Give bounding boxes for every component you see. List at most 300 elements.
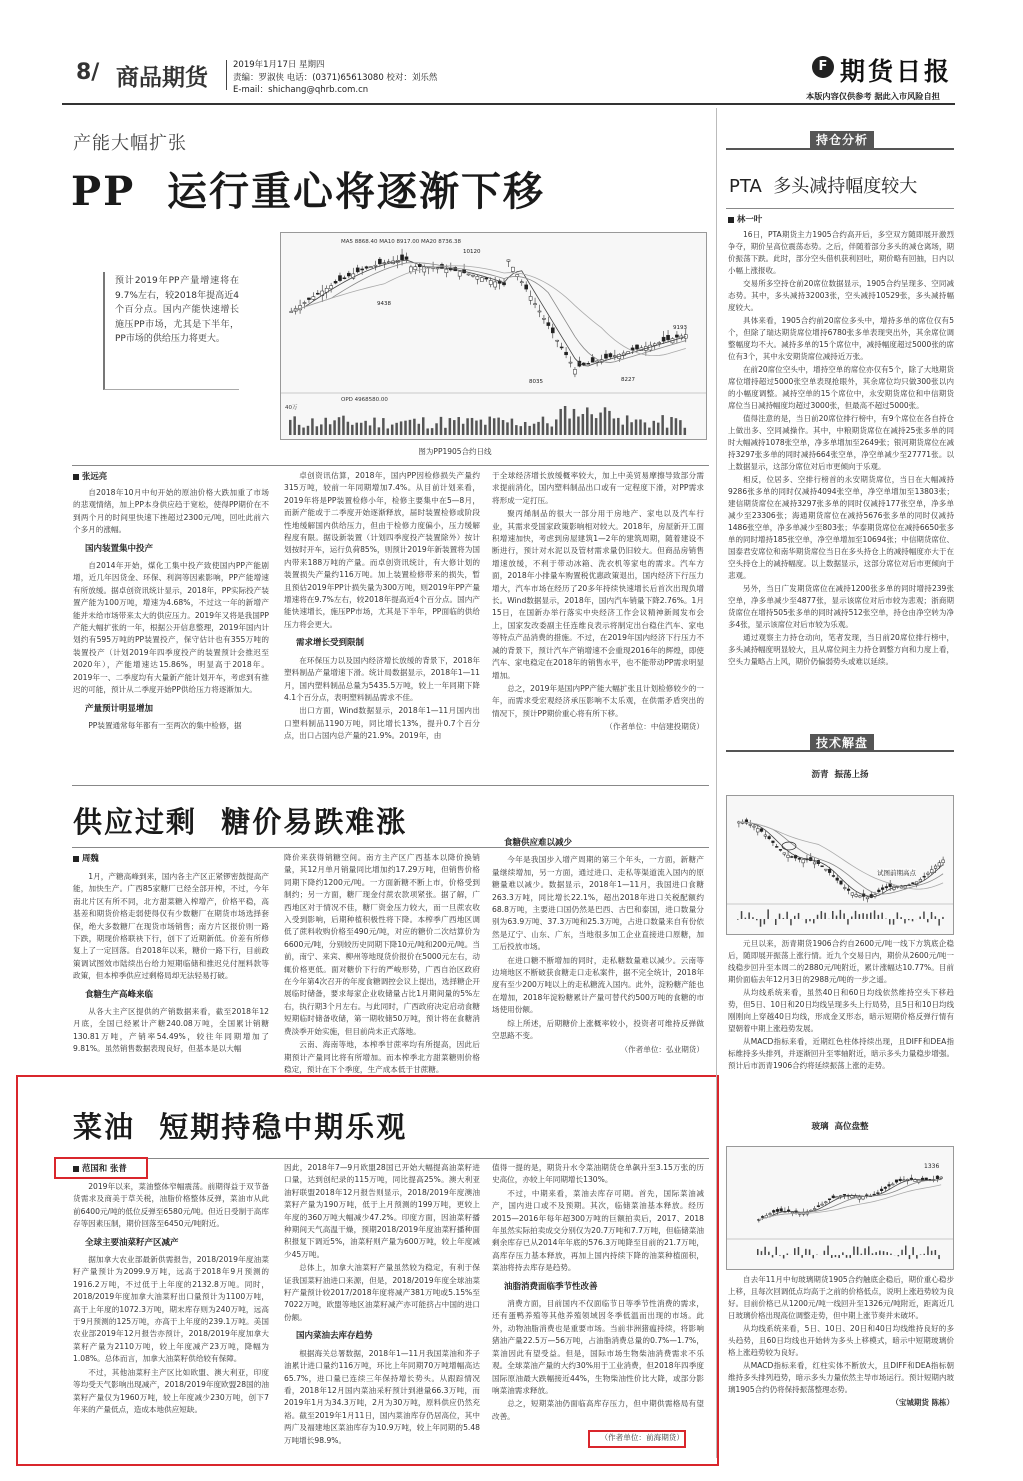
pp-column-rule	[72, 465, 709, 466]
candle-body	[547, 323, 550, 326]
candle-body	[942, 860, 945, 863]
candle-body	[409, 267, 412, 272]
macd-bar	[813, 919, 815, 923]
candle-body	[494, 282, 497, 287]
volume-bar	[324, 418, 327, 435]
candle-body	[934, 866, 937, 868]
volume-bar	[422, 417, 425, 435]
candle-body	[520, 282, 523, 283]
disclaimer: 本版内容仅供参考 据此入市风险自担	[806, 91, 940, 101]
macd-bar	[761, 1251, 763, 1255]
macd-bar	[801, 1255, 803, 1258]
volume-bar	[515, 425, 518, 435]
macd-bar	[824, 1251, 826, 1255]
macd-bar	[779, 1255, 781, 1256]
sugar-subhead: 食糖供应难以减少	[504, 838, 573, 848]
pp-paragraph: 聚丙烯制品的很大一部分用于房地产、家电以及汽车行业，其需求受国家政策影响相对较大。2018年，房屋新开工面积增速加快，考虑到房屋建筑1—2年的建筑周期，随着建设不断进行，预计对水泥以及管材需求量仍旧较大。但商品房销售增速放缓，不利于带动冰箱、洗衣机等家电的需求。汽车方面，2018年小排量车购置税优惠政策退出，国内经济下行压力增大，汽车市场在经历了20多年持续快速增长后首次出现负增长。Wind数据显示，2018年，国内汽车销量下降2.76%。1月15日，在国新办举行落实中央经济工作会议精神新闻发布会上，国家发改委副主任连维良表示将制定出台稳住汽车、家电等特点产品消费的措施。不过，在2019年国内经济下行压力不减的背景下，预计汽车产销增速不会重现2016年的辉煌，即使汽车、家电稳定在2018年的销售水平，也不能带动PP需求明显增加。	[492, 509, 704, 680]
candle-body	[596, 361, 599, 362]
candle-body	[873, 1194, 876, 1195]
candle-body	[828, 1199, 831, 1200]
pp-chart-svg	[281, 233, 706, 439]
candle-body	[556, 340, 559, 341]
rapeseed-paragraph: 不过，中期来看，菜油去库存可期。首先，国际菜油减产，国内进口或不及预期。其次，临储菜油基本释放。经历2015—2016年每年超300万吨的巨额拍卖后，2017、2018年虽然实际拍卖成交分别仅为20.7万吨和7.7万吨，但临储菜油剩余库存已从2014年年底的576.3万吨降至目前的21.7万吨，高库存压力基本释放，再加上国内持续下降的油菜种植面积，菜油将持去库存是趋势。	[492, 1188, 704, 1273]
macd-bar	[883, 1251, 885, 1255]
pp-subhead: 产量预计明显增加	[85, 703, 154, 714]
volume-bar	[360, 423, 363, 435]
macd-bar	[798, 1247, 800, 1255]
macd-bar	[760, 919, 762, 927]
macd-bar	[904, 919, 906, 923]
price-label: 8035	[529, 379, 543, 385]
macd-bar	[836, 916, 838, 919]
volume-bar	[577, 417, 580, 435]
rapeseed-paragraph: 因此，2018年7—9月欧盟28国已开始大幅提高油菜籽进口量，达到创纪录的115万吨，同比提高25%。澳大利亚油籽联盟2018年12月报告则显示，2018/2019年度澳油菜籽产量为190万吨，低于上月预测的199万吨，更较上年度的360万吨大幅减少47.2%。印度方面，因油菜籽播种期间天气高温干燥，预期2018/2019年度油菜籽播种面积报复下调近5%，油菜籽则产量为600万吨，较上年度减少45万吨。	[284, 1163, 480, 1259]
macd-bar	[809, 1249, 811, 1255]
price-label: 9193	[673, 325, 687, 331]
macd-bar	[887, 1252, 889, 1255]
volume-bar	[320, 424, 323, 435]
pta-tab: 持仓分析	[810, 131, 874, 149]
macd-bar	[927, 919, 929, 922]
glass-paragraph: 自去年11月中旬玻璃期货1905合约触底企稳后，期价重心稳步上移，且每次回调低点均高于之前的价格低点，说明上涨趋势较为良好。目前价格已从1200元/吨一线回升至1326元/吨附近，距离近几日玻璃价格出现高位调整走势，但中期上涨节奏并未破坏。	[728, 1275, 954, 1320]
candle-body	[813, 862, 816, 864]
macd-bar	[864, 1248, 866, 1255]
volume-bar	[590, 414, 593, 435]
candle-body	[912, 883, 915, 884]
candle-body	[776, 1209, 779, 1211]
candle-body	[565, 352, 568, 355]
candle-body	[910, 1178, 913, 1179]
macd-bar	[741, 911, 743, 919]
macd-bar	[786, 912, 788, 919]
macd-bar	[813, 1255, 815, 1258]
volume-bar	[661, 415, 664, 435]
macd-bar	[866, 914, 868, 919]
candle-body	[779, 849, 782, 850]
rapeseed-subhead: 油脂消费面临季节性改善	[504, 1281, 598, 1292]
volume-bar	[378, 427, 381, 435]
volume-bar	[426, 428, 429, 435]
macd-bar	[919, 917, 921, 919]
candle-body	[591, 357, 594, 362]
macd-bar	[817, 915, 819, 919]
volume-bar	[289, 420, 292, 435]
candle-body	[899, 1179, 902, 1181]
macd-bar	[857, 1247, 859, 1255]
glass-chart	[726, 1146, 954, 1270]
macd-bar	[868, 1246, 870, 1255]
candle-body	[936, 1176, 939, 1179]
issue-date: 2019年1月17日 星期四	[233, 60, 325, 70]
candle-body	[760, 829, 763, 832]
candle-body	[365, 267, 368, 269]
volume-bar	[409, 420, 412, 435]
pp-chart-caption: 图为PP1905合约日线	[418, 447, 492, 456]
sugar-subhead: 食糖生产高峰来临	[85, 989, 154, 1000]
sugar-top-rule	[72, 785, 709, 786]
volume-bar	[542, 417, 545, 435]
candle-body	[851, 1196, 854, 1198]
volume-bar	[333, 420, 336, 435]
macd-bar	[783, 1255, 785, 1258]
volume-bar	[391, 425, 394, 435]
volume-bar	[453, 420, 456, 435]
volume-bar	[489, 417, 492, 435]
macd-bar	[767, 909, 769, 919]
email-line: E-mail：shichang@qhrb.com.cn	[233, 85, 369, 95]
rapeseed-col1	[73, 1162, 269, 1417]
glass-title: 玻璃 高位盘整	[811, 1122, 869, 1132]
pta-paragraph: 通过观察主力持仓动向，笔者发现，当日前20席位排行榜中，多头减持幅度明显较大，且从席位间主力持仓调整方向和力度上看，空头力量略占上风，期价仍偏弱势头或难以延续。	[728, 633, 954, 666]
candle-body	[836, 878, 839, 880]
volume-bar	[351, 425, 354, 435]
candle-body	[877, 1193, 880, 1194]
macd-bar	[898, 1255, 900, 1256]
pp-credit: （作者单位：中信建投期货）	[605, 722, 704, 732]
macd-bar	[870, 913, 872, 919]
macd-bar	[920, 1254, 922, 1255]
rapeseed-paragraph: 消费方面，目前国内不仅面临节日等季节性消费的需求，还有蛋鸭养殖等其他养殖领域因冬季低温而出现的市场。此外，动物油脂消费也是重要市场。当前非洲猪瘟持续，将影响猪油产量22.5万—56万吨，占油脂消费总量的0.7%—1.7%，菜油因此有望受益。但是，国际市场生物柴油消费需求不乐观。全球菜油产量的大约30%用于工业消费，但2018年四季度国际原油最大跌幅接近44%，生物柴油性价比大降，或部分影响菜油需求释放。	[492, 1299, 704, 1395]
asphalt-chart-note: 试图前期高点	[877, 869, 916, 877]
pp-volume-axis-label: 40万	[285, 405, 298, 411]
asphalt-chart-svg	[727, 796, 953, 934]
candle-body	[843, 1194, 846, 1195]
candle-body	[330, 286, 333, 289]
candle-body	[895, 1180, 898, 1182]
macd-bar	[794, 1248, 796, 1255]
pta-paragraph: 另外，当日广发期货席位在减持1200张多单的同时增持239张空单，净多单减少至4877张，显示该席位对后市较为悲观；浙商期货席位在增持505张多单的同时减持512张空单，持仓由净空转为净多4张，显示该席位对后市较为乐观。	[728, 584, 954, 629]
candle-body	[662, 337, 665, 341]
volume-bar	[413, 419, 416, 435]
candle-body	[772, 841, 775, 843]
volume-bar	[546, 423, 549, 435]
macd-bar	[931, 912, 933, 919]
pp-paragraph: 出口方面，Wind数据显示，2018年1—11月国内出口塑料制品1190万吨，同比增长13%，提升0.7个百分点，出口占国内总产量的21.9%。2019年，由	[284, 706, 480, 741]
volume-bar	[684, 428, 687, 435]
sugar-paragraph: 云南、海南等地，本榨季甘蔗率均有所提高，因此后期预计产量同比将有所增加。而本榨季北方甜菜糖则价格稳定，预计在下个季度，生产成本低于甘蔗糖。	[284, 1040, 480, 1074]
volume-bar	[449, 418, 452, 435]
macd-bar	[821, 911, 823, 919]
volume-bar	[559, 409, 562, 435]
volume-bar	[466, 418, 469, 435]
volume-bar	[537, 422, 540, 435]
candle-body	[445, 269, 448, 273]
pp-paragraph: 于全球经济增长放缓概率较大，加上中美贸易摩擦导致部分需求提前消化，国内塑料制品出口或有一定程度下滑，对PP需求将形成一定打压。	[492, 471, 704, 505]
glass-paragraph: 从MACD指标来看，红柱实体不断放大，且DIFF和DEA指标朝维持多头排列趋势，暗示多头力量依然主导市场运行。预计短期内玻璃1905合约仍将保持振荡整理态势。	[728, 1361, 954, 1394]
volume-bar	[480, 420, 483, 435]
volume-bar	[431, 428, 434, 435]
volume-bar	[524, 422, 527, 435]
candle-body	[343, 278, 346, 279]
macd-bar	[748, 912, 750, 919]
candle-body	[749, 824, 752, 825]
candle-body	[885, 887, 888, 888]
volume-bar	[316, 426, 319, 435]
rapeseed-headline: 菜油 短期持稳中期乐观	[73, 1110, 408, 1144]
macd-bar	[897, 912, 899, 919]
candle-body	[769, 1214, 772, 1215]
macd-bar	[768, 1252, 770, 1255]
macd-bar	[809, 919, 811, 921]
pp-indicator-header: MA5 8868.40 MA10 8917.00 MA20 8736.38	[341, 239, 461, 245]
candle-body	[832, 875, 835, 876]
candle-body	[307, 298, 310, 300]
candle-body	[604, 354, 607, 358]
price-label: 8227	[621, 377, 635, 383]
macd-bar	[927, 1246, 929, 1255]
candle-body	[569, 362, 572, 363]
macd-bar	[783, 918, 785, 919]
macd-bar	[764, 919, 766, 924]
macd-bar	[872, 1253, 874, 1255]
volume-bar	[298, 425, 301, 435]
volume-bar	[648, 428, 651, 435]
rapeseed-paragraph: 2019年以来，菜油整体窄幅震荡。前期得益于双节备货需求及商美于草关税，油脂价格整体反弹，菜油市从此前6400元/吨的低位反弹至6580元/吨。但近日受制于高库存等因素压制，期价回落至6450元/吨附近。	[73, 1182, 269, 1229]
pp-kicker: 产能大幅扩张	[73, 133, 187, 154]
volume-bar	[307, 426, 310, 435]
candle-body	[538, 311, 541, 312]
macd-bar	[847, 919, 849, 925]
candle-body	[791, 1212, 794, 1213]
pta-paragraph: 值得注意的是，当日前20席位排行榜中，有9个席位在各自持仓上做出多、空同减操作。其中，中粮期货席位在减持25张多单的同时大幅减持1078张空单，净多单增加至2649张；银河期货席位在减持3297张多单的同时减持664张空单，净空单减少至27771张。以上数据显示，这部分席位对后市更倾向于乐观。	[728, 414, 954, 471]
rapeseed-subhead: 国内菜油去库存趋势	[296, 1331, 373, 1342]
candle-body	[369, 267, 372, 268]
candle-body	[756, 828, 759, 832]
volume-bar	[382, 418, 385, 435]
volume-bar	[484, 425, 487, 435]
volume-bar	[395, 423, 398, 435]
candle-body	[529, 296, 532, 300]
volume-bar	[608, 411, 611, 435]
macd-bar	[805, 919, 807, 923]
macd-bar	[843, 913, 845, 919]
glass-chart-background	[727, 1147, 953, 1269]
candle-body	[930, 870, 933, 873]
price-label: 9438	[377, 301, 391, 307]
candle-body	[533, 304, 536, 305]
editors-line: 责编：罗淑侠 电话：(0371)65613080 校对：刘乐然	[233, 73, 438, 83]
candle-body	[903, 1180, 906, 1181]
macd-bar	[900, 917, 902, 919]
volume-bar	[311, 418, 314, 435]
candle-body	[507, 260, 510, 261]
rapeseed-paragraph: 总体上，加拿大油菜籽产量虽然较为稳定，有利于保证我国菜籽油进口来源，但是，2018/2019年度全球油菜籽产量预计较2017/2018年度将减产381万吨或5.15%至7022万吨，欧盟等地区油菜籽减产亦可能挤占中国的进口份额。	[284, 1263, 480, 1322]
candle-body	[775, 846, 778, 847]
candle-body	[312, 297, 315, 300]
candle-body	[772, 1210, 775, 1212]
volume-bar	[657, 423, 660, 435]
volume-bar	[630, 422, 633, 435]
pp-headline: PP 运行重心将逐渐下移	[71, 168, 546, 215]
macd-bar	[835, 1255, 837, 1257]
page-number: 8/	[76, 60, 100, 85]
pta-paragraph: 16日，PTA期货主力1905合约高开后，多空双方随即展开激烈争夺，期价呈高位震荡态势。之后，伴随着部分多头的减仓离场，期价振荡下跌。此时，部分空头借机获利回吐，期价略有回抽，日内以小幅上涨报收。	[728, 230, 954, 275]
candle-body	[888, 1184, 891, 1186]
volume-bar	[528, 426, 531, 435]
candle-body	[458, 272, 461, 276]
page-header	[0, 0, 1023, 120]
candle-body	[880, 1189, 883, 1191]
macd-bar	[824, 913, 826, 919]
volume-bar	[293, 416, 296, 435]
candle-body	[866, 897, 869, 899]
volume-bar	[444, 428, 447, 435]
volume-bar	[404, 421, 407, 435]
volume-bar	[617, 418, 620, 435]
macd-bar	[764, 1247, 766, 1255]
macd-bar	[838, 1255, 840, 1258]
candle-body	[361, 269, 364, 270]
volume-bar	[387, 428, 390, 435]
macd-bar	[935, 916, 937, 919]
macd-bar	[935, 1250, 937, 1255]
candle-body	[783, 853, 786, 854]
paper-logo-icon: F	[812, 56, 834, 78]
pp-summary-box	[103, 272, 239, 390]
macd-bar	[772, 1255, 774, 1258]
macd-bar	[874, 910, 876, 919]
candle-body	[840, 881, 843, 884]
volume-bar	[520, 426, 523, 435]
volume-bar	[373, 418, 376, 435]
macd-bar	[908, 919, 910, 920]
volume-bar	[639, 419, 642, 435]
volume-bar	[462, 424, 465, 435]
candle-body	[480, 278, 483, 282]
sugar-paragraph: 综上所述，后期糖价上涨概率较小，投资者可维持反弹做空思路不变。	[492, 1018, 704, 1041]
sugar-paragraph: 降价来获得销糖空间。南方主产区广西基本以降价换销量，其12月单月销量同比增加约17.29万吨，但销售价格同期下降约1200元/吨。一方面新糖不断上市，价格受到制约；另一方面，糖厂现金付蔗农款项紧张。据了解，广西地区对于情况不佳，糖厂资金压力较大，而一旦蔗农收入受到影响，后期种植积极性将下降。本榨季广西地区调低了蔗料收购价格至490元/吨，对应的糖价二次结算价为6600元/吨，分别较历史同期下降10元/吨和200元/吨。当前，南宁、来宾、柳州等地现货价报价在5000元左右，动辄价格更低。面对糖价下行的严峻形势，广西自治区政府在今年第4次召开的年度食糖调控会议上提出，选择糖企开展临时储备，要求每家企业收储量占比1月期间量的5%左右，执行期3个月左右。与此同时，广西政府决定启动食糖短期临时储备收储，第一期收储50万吨，预计将在食糖消费淡季开始实施，但目前尚未正式落地。	[284, 853, 480, 1036]
pta-paragraph: 在前20席位空头中，增持空单的席位亦仅有5个，除了大地期货席位增持超过5000张空单表现抢眼外，其余席位均只做300张以内的小幅度调整。减持空单的15个席位中，永安期货席位和中信期货席位当日减持幅度均超过3000张，但最高不超过5000张。	[728, 365, 954, 410]
candle-body	[436, 268, 439, 269]
candle-body	[551, 328, 554, 333]
sugar-credit: （作者单位：弘业期货）	[620, 1044, 704, 1054]
macd-bar	[942, 917, 944, 919]
rapeseed-paragraph: 据加拿大农业部最新供需报告，2018/2019年度油菜籽产量预计为2099.9万吨，远高于2018年9月预测的1916.2万吨，不过低于上年度的2132.8万吨。同时，2018/2019年度加拿大油菜籽出口量预计为1100万吨，高于上年度的1072.3万吨，期末库存则为240万吨，远高于9月预测的125万吨，亦高于上年度的239.1万吨。美国农业部2019年12月报告亦预计，2018/2019年度加拿大菜籽产量为2110万吨，较上年度减产23万吨，降幅为1.08%。总体而言，加拿大油菜籽供给较有保障。	[73, 1255, 269, 1364]
macd-bar	[745, 918, 747, 919]
macd-bar	[787, 1253, 789, 1255]
candle-body	[684, 335, 687, 339]
price-label: 10120	[463, 249, 481, 255]
asphalt-paragraph: 从MACD指标来看，近期红色柱体持续出现，且DIFF和DEA指标维持多头排列，并逐渐回升至零轴附近，暗示多头力量稳步增强。预计后市沥青1906合约将延续振荡上涨的走势。	[728, 1037, 954, 1070]
macd-bar	[855, 911, 857, 919]
glass-chart-svg	[727, 1147, 953, 1269]
pp-volume-header: OPD 4968580.00	[341, 397, 388, 403]
pta-paragraph: 具体来看，1905合约前20席位多头中，增持多单的席位仅有5个，但除了瑞达期货席位增持6780张多单表现突出外，其余席位调整幅度均不大。减持多单的15个席位中，减持幅度超过5000张的席位有3个，其中永安期货席位减持近万张。	[728, 316, 954, 361]
pta-paragraph: 交易所多空持仓前20席位数据显示，1905合约呈现多、空同减态势。其中，多头减持32003张，空头减持10529张，多头减持幅度较大。	[728, 279, 954, 312]
candle-body	[613, 356, 616, 357]
sugar-author: 周魏	[73, 852, 269, 864]
candle-body	[573, 369, 576, 374]
macd-bar	[862, 913, 864, 919]
volume-bar	[475, 421, 478, 435]
candle-body	[400, 255, 403, 260]
macd-bar	[776, 1247, 778, 1255]
volume-bar	[440, 417, 443, 435]
candle-body	[832, 1196, 835, 1198]
macd-bar	[757, 1249, 759, 1255]
candle-body	[753, 826, 756, 827]
candle-body	[817, 1206, 820, 1207]
candle-body	[825, 1202, 828, 1203]
rapeseed-col2	[284, 1162, 480, 1448]
candle-body	[802, 859, 805, 862]
candle-body	[891, 1184, 894, 1185]
macd-bar	[827, 1246, 829, 1255]
macd-bar	[775, 919, 777, 925]
macd-bar	[851, 916, 853, 919]
volume-bar	[369, 425, 372, 435]
volume-bar	[666, 428, 669, 435]
macd-bar	[881, 913, 883, 919]
glass-chart-note: 1336	[924, 1163, 940, 1170]
macd-bar	[840, 910, 842, 919]
candle-body	[383, 263, 386, 264]
pta-author: 林一叶	[728, 213, 954, 225]
rapeseed-paragraph: 根据海关总署数据，2018年1—11月我国菜油和芥子油累计进口量约116万吨，环比上年同期70万吨增幅高达65.7%，进口量已连续三年保持增长势头。从跟踪情况看，2018年12月国内菜油采籽预计到港量66.3万吨，而2019年1月为34.3万吨，2月为30万吨，原料供应仍然充裕。截至2019年1月11日，国内菜油库存仍居高位，其中两广及福建地区菜油库存为10.9万吨，较上年同期的5.48万吨增长98.9%。	[284, 1348, 480, 1445]
candle-body	[356, 268, 359, 272]
macd-bar	[850, 1255, 852, 1258]
macd-bar	[916, 1255, 918, 1259]
candle-body	[675, 335, 678, 337]
macd-bar	[798, 913, 800, 919]
candle-body	[635, 345, 638, 349]
macd-bar	[805, 1249, 807, 1255]
volume-bar	[564, 406, 567, 435]
volume-bar	[356, 423, 359, 435]
macd-bar	[875, 1252, 877, 1255]
candle-body	[821, 866, 824, 867]
candle-body	[825, 869, 828, 870]
candle-body	[525, 285, 528, 289]
candle-body	[338, 276, 341, 281]
candle-body	[666, 335, 669, 340]
candle-body	[378, 259, 381, 264]
candle-body	[859, 896, 862, 897]
candle-body	[290, 312, 293, 313]
asphalt-title: 沥青 振荡上扬	[811, 770, 869, 780]
candle-body	[821, 1204, 824, 1205]
volume-bar	[595, 418, 598, 435]
candle-body	[847, 889, 850, 891]
volume-bar	[497, 418, 500, 435]
volume-bar	[675, 418, 678, 435]
volume-bar	[435, 423, 438, 435]
candle-body	[511, 267, 514, 271]
volume-bar	[679, 420, 682, 435]
volume-bar	[653, 421, 656, 435]
candle-body	[387, 262, 390, 263]
volume-bar	[599, 413, 602, 435]
rapeseed-subhead: 全球主要油菜籽产区减产	[85, 1237, 179, 1248]
candle-body	[471, 275, 474, 276]
pp-col3	[492, 470, 704, 734]
header-rule	[62, 103, 955, 105]
macd-bar	[890, 1254, 892, 1255]
sugar-headline: 供应过剩 糖价易跌难涨	[73, 805, 408, 839]
macd-bar	[779, 914, 781, 919]
sidebar-vertical-rule	[716, 108, 717, 1458]
macd-bar	[737, 919, 739, 920]
volume-bar	[302, 428, 305, 435]
candle-body	[542, 318, 545, 319]
pp-subhead: 需求增长受到限制	[296, 638, 365, 649]
candle-body	[761, 1216, 764, 1217]
macd-bar	[912, 1247, 914, 1255]
pp-chart-background	[281, 233, 706, 439]
candle-body	[489, 280, 492, 284]
candle-body	[843, 888, 846, 889]
candle-body	[884, 1187, 887, 1188]
